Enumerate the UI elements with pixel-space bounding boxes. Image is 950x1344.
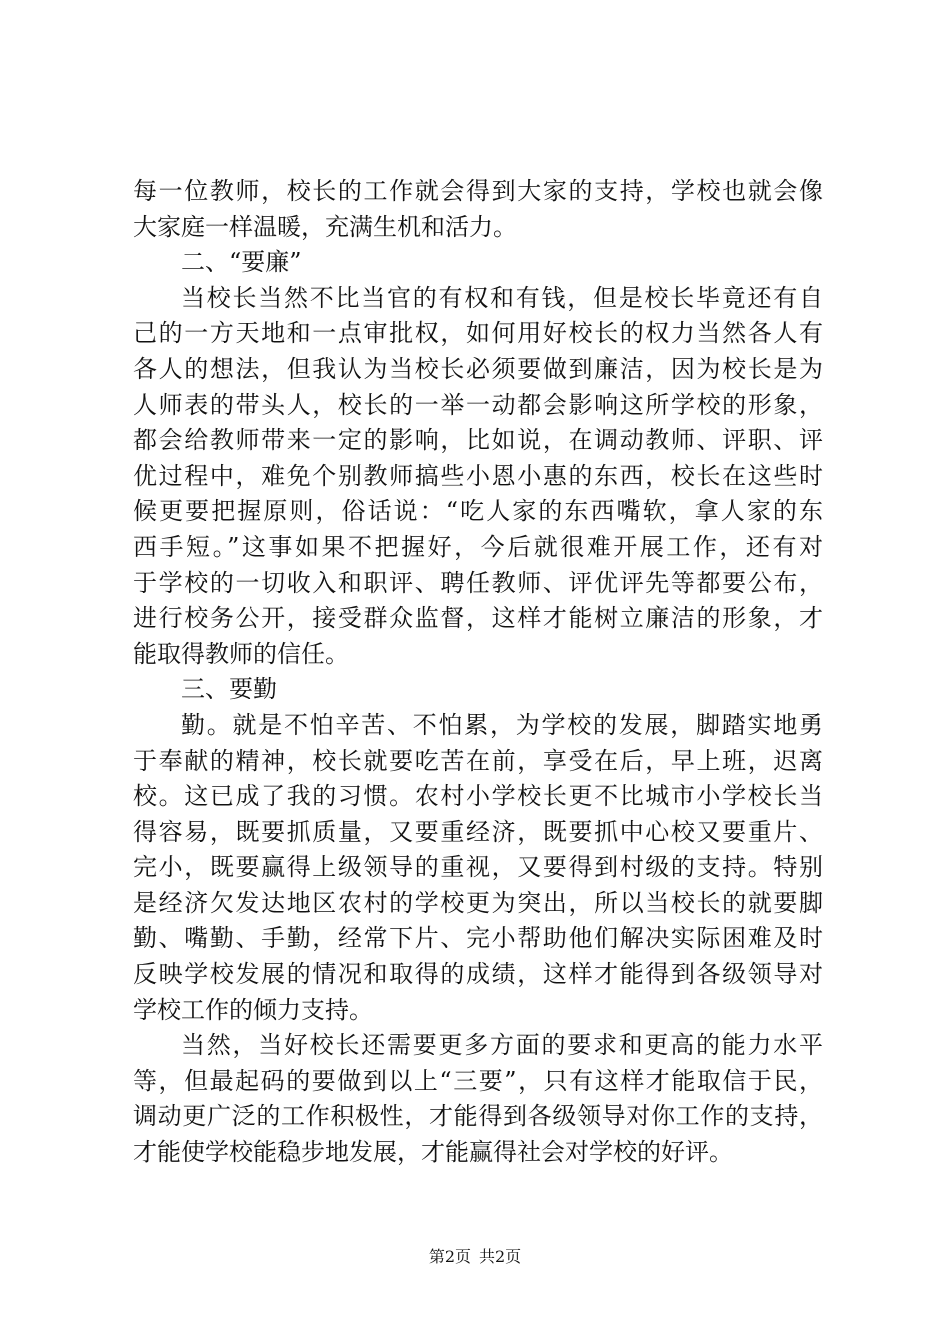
paragraph xyxy=(133,174,823,245)
text-line: 当校长当然不比当官的有权和有钱，但是校长毕竟还有自 xyxy=(181,283,823,312)
text-line: 勤。就是不怕辛苦、不怕累，为学校的发展，脚踏实地勇 xyxy=(181,710,823,739)
text-line: 勤、嘴勤、手勤，经常下片、完小帮助他们解决实际困难及时 xyxy=(133,924,823,953)
text-line: 人师表的带头人，校长的一举一动都会影响这所学校的形象， xyxy=(133,390,823,419)
text-line: 当然，当好校长还需要更多方面的要求和更高的能力水平 xyxy=(181,1031,823,1060)
text-line: 于学校的一切收入和职评、聘任教师、评优评先等都要公布， xyxy=(133,568,823,597)
paragraph xyxy=(133,708,823,1028)
text-line: 完小，既要赢得上级领导的重视，又要得到村级的支持。特别 xyxy=(133,853,823,882)
text-line: 大家庭一样温暖，充满生机和活力。 xyxy=(133,212,517,241)
text-line: 等，但最起码的要做到以上“三要”，只有这样才能取信于民， xyxy=(133,1066,823,1095)
page-footer xyxy=(0,1244,950,1267)
text-line: 候更要把握原则，俗话说：“吃人家的东西嘴软，拿人家的东 xyxy=(133,497,823,526)
text-line: 每一位教师，校长的工作就会得到大家的支持，学校也就会像 xyxy=(133,177,823,205)
text-line: 调动更广泛的工作积极性，才能得到各级领导对你工作的支持， xyxy=(133,1102,823,1131)
text-line: 才能使学校能稳步地发展，才能赢得社会对学校的好评。 xyxy=(133,1138,733,1167)
text-line: 于奉献的精神，校长就要吃苦在前，享受在后，早上班，迟离 xyxy=(133,746,823,775)
paragraph xyxy=(133,281,823,673)
text-line: 进行校务公开，接受群众监督，这样才能树立廉洁的形象，才 xyxy=(133,604,823,633)
text-line: 三、要勤 xyxy=(181,675,277,704)
text-line: 学校工作的倾力支持。 xyxy=(133,995,373,1024)
section-heading xyxy=(133,245,823,281)
text-line: 是经济欠发达地区农村的学校更为突出，所以当校长的就要脚 xyxy=(133,888,823,917)
text-line: 各人的想法，但我认为当校长必须要做到廉洁，因为校长是为 xyxy=(133,354,823,383)
section-heading xyxy=(133,672,823,708)
page-total: 共2页 xyxy=(479,1247,522,1266)
text-line: 能取得教师的信任。 xyxy=(133,639,349,668)
text-line: 己的一方天地和一点审批权，如何用好校长的权力当然各人有 xyxy=(133,319,823,348)
paragraph xyxy=(133,1028,823,1170)
page-number: 第2页 xyxy=(428,1247,471,1266)
text-line: 反映学校发展的情况和取得的成绩，这样才能得到各级领导对 xyxy=(133,960,823,989)
text-line: 校。这已成了我的习惯。农村小学校长更不比城市小学校长当 xyxy=(133,782,823,811)
document-body xyxy=(133,174,823,1171)
text-line: 都会给教师带来一定的影响，比如说，在调动教师、评职、评 xyxy=(133,426,823,455)
text-line: 二、“要廉” xyxy=(181,248,302,277)
text-line: 得容易，既要抓质量，又要重经济，既要抓中心校又要重片、 xyxy=(133,817,823,846)
text-line: 西手短。”这事如果不把握好，今后就很难开展工作，还有对 xyxy=(133,532,823,561)
text-line: 优过程中，难免个别教师搞些小恩小惠的东西，校长在这些时 xyxy=(133,461,823,490)
